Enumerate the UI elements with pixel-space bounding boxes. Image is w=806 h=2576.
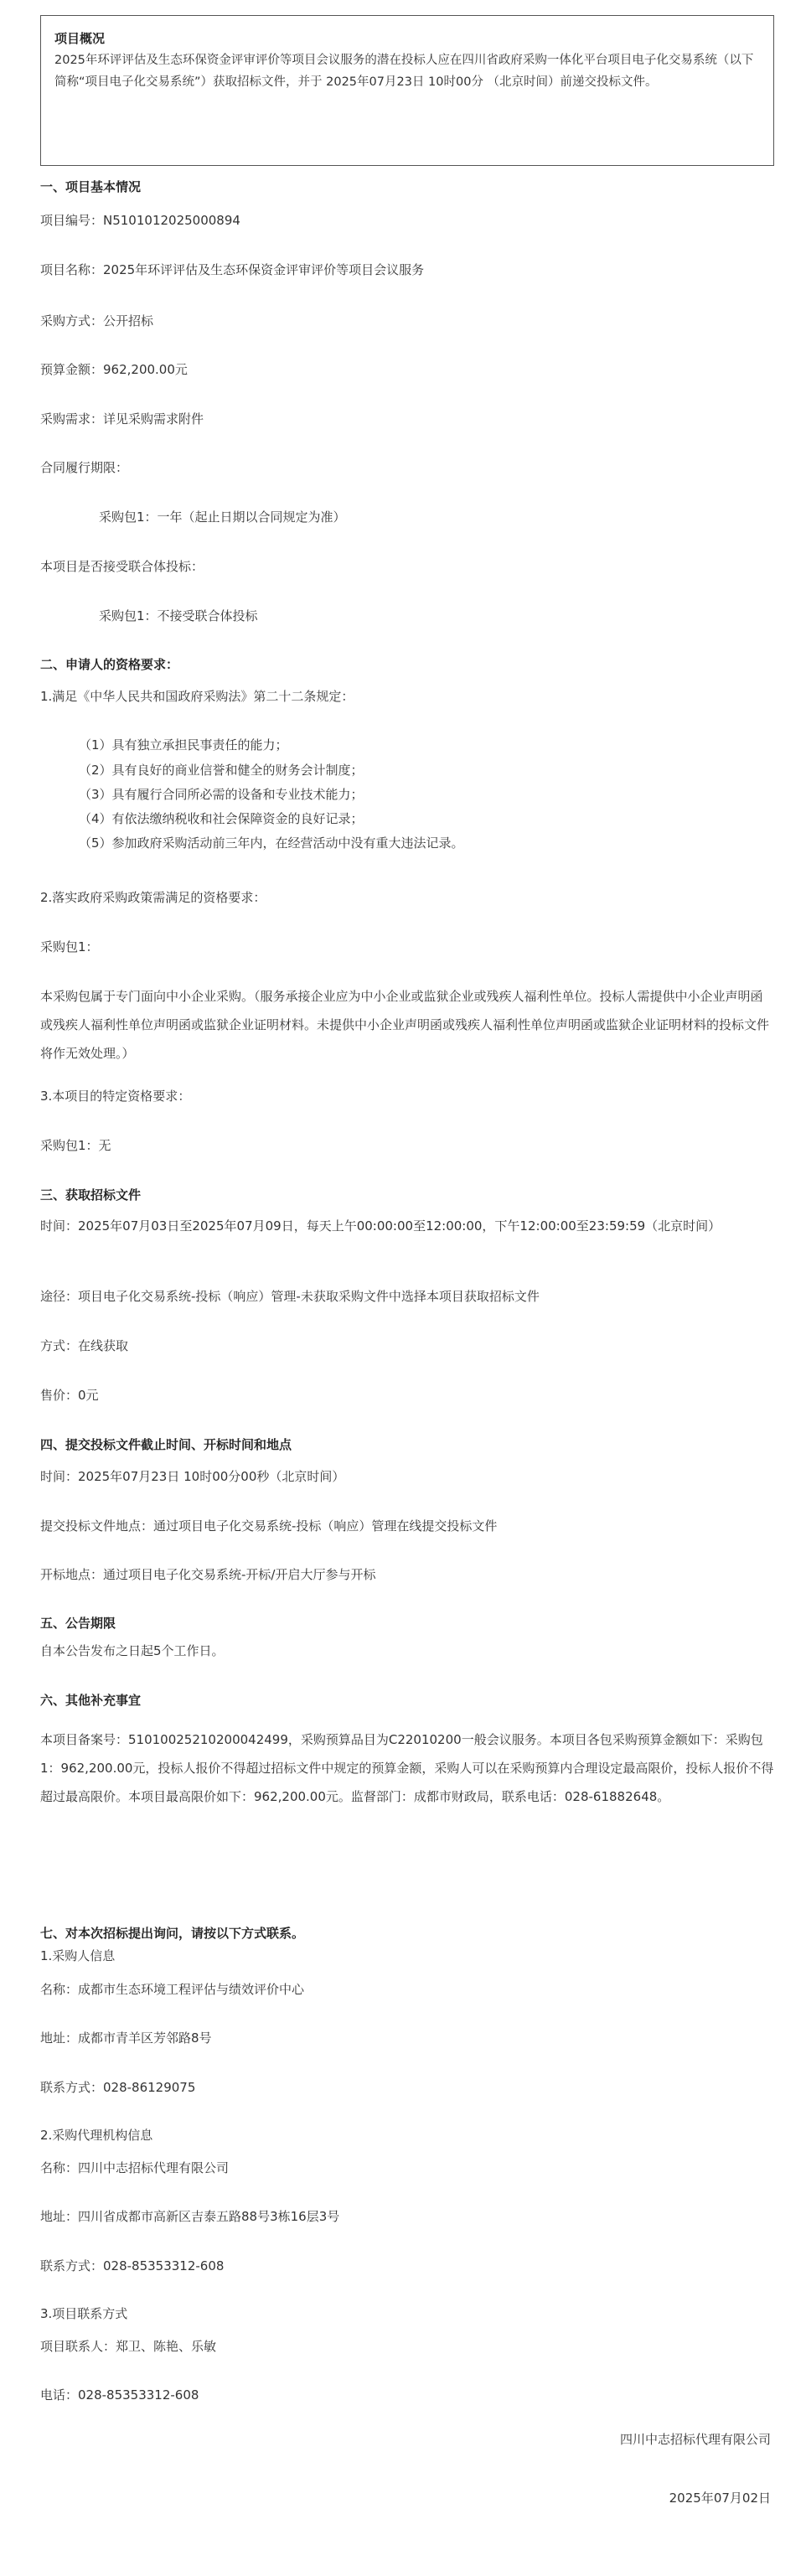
footer-organization: 四川中志招标代理有限公司 [619,2432,771,2447]
requirement-item: （1）具有独立承担民事责任的能力； [79,737,288,753]
procurement-method: 采购方式：公开招标 [40,313,154,328]
obtain-time: 时间：2025年07月03日至2025年07月09日，每天上午00:00:00至12:00:00，下午12:00:00至23:59:59（北京时间） [40,1218,721,1234]
obtain-way: 途径：项目电子化交易系统-投标（响应）管理-未获取采购文件中选择本项目获取招标文件 [40,1289,540,1304]
document-price: 售价：0元 [40,1388,99,1403]
buyer-info-label: 1.采购人信息 [40,1948,116,1963]
submit-location: 提交投标文件地点：通过项目电子化交易系统-投标（响应）管理在线提交投标文件 [40,1518,498,1534]
requirement-item: （4）有依法缴纳税收和社会保障资金的良好记录； [79,811,364,826]
contact-phone: 电话：028-85353312-608 [40,2387,199,2403]
project-name: 项目名称：2025年环评评估及生态环保资金评审评价等项目会议服务 [40,262,425,277]
requirement-2-text: 本采购包属于专门面向中小企业采购。（服务承接企业应为中小企业或监狱企业或残疾人福利性单位。投标人需提供中小企业声明函或残疾人福利性单位声明函或监狱企业证明材料。未提供中小企业声明函或残疾人福利性单位声明函或监狱企业证明材料的投标文件将作无效处理。） [40,989,770,1061]
opening-location: 开标地点：通过项目电子化交易系统-开标/开启大厅参与开标 [40,1567,376,1582]
budget-amount: 预算金额：962,200.00元 [40,362,188,377]
supplementary-text: 本项目备案号：51010025210200042499，采购预算品目为C22010200一般会议服务。本项目各包采购预算金额如下：采购包1：962,200.00元，投标人报价不得超过招标文件中规定的预算金额，采购人可以在采购预算内合理设定最高限价，投标人报价不得超过最高限价。本项目最高限价如下：962,200.00元。监督部门：成都市财政局，联系电话：028-61882648。 [40,1732,774,1804]
requirement-1: 1.满足《中华人民共和国政府采购法》第二十二条规定： [40,689,354,704]
consortium-label: 本项目是否接受联合体投标： [40,559,204,574]
requirement-3: 3.本项目的特定资格要求： [40,1089,191,1104]
requirement-2: 2.落实政府采购政策需满足的资格要求： [40,890,266,905]
consortium-package: 采购包1：不接受联合体投标 [99,608,258,623]
requirement-2-package: 采购包1： [40,939,99,954]
section6-title: 六、其他补充事宜 [40,1693,142,1708]
project-number: 项目编号：N5101012025000894 [40,213,240,228]
requirement-3-package: 采购包1：无 [40,1138,111,1153]
footer-date: 2025年07月02日 [669,2491,771,2506]
section1-title: 一、项目基本情况 [40,179,142,194]
contract-period-package: 采购包1：一年（起止日期以合同规定为准） [99,510,346,525]
contact-people: 项目联系人：郑卫、陈艳、乐敏 [40,2339,217,2354]
section7-title: 七、对本次招标提出询问，请按以下方式联系。 [40,1926,305,1941]
buyer-name: 名称：成都市生态环境工程评估与绩效评价中心 [40,1982,305,1997]
notice-period: 自本公告发布之日起5个工作日。 [40,1643,225,1658]
requirement-item: （3）具有履行合同所必需的设备和专业技术能力； [79,787,364,802]
overview-body: 2025年环评评估及生态环保资金评审评价等项目会议服务的潜在投标人应在四川省政府采购一体化平台项目电子化交易系统（以下简称“项目电子化交易系统”）获取招标文件，并于 2025年07月23日 10时00分 （北京时间）前递交投标文件。 [54,54,754,89]
section5-title: 五、公告期限 [40,1616,116,1631]
section3-title: 三、获取招标文件 [40,1187,142,1203]
deadline-time: 时间：2025年07月23日 10时00分00秒（北京时间） [40,1469,345,1484]
contract-period-label: 合同履行期限： [40,460,129,475]
buyer-phone: 联系方式：028-86129075 [40,2080,196,2095]
buyer-address: 地址：成都市青羊区芳邻路8号 [40,2030,212,2046]
contact-info-label: 3.项目联系方式 [40,2306,128,2321]
agent-phone: 联系方式：028-85353312-608 [40,2258,225,2273]
requirement-item: （2）具有良好的商业信誉和健全的财务会计制度； [79,763,364,778]
procurement-demand: 采购需求：详见采购需求附件 [40,411,204,427]
agent-address: 地址：四川省成都市高新区吉泰五路88号3栋16层3号 [40,2209,340,2224]
overview-title: 项目概况 [54,31,106,46]
section4-title: 四、提交投标文件截止时间、开标时间和地点 [40,1437,292,1452]
project-overview-box [40,15,774,166]
requirement-item: （5）参加政府采购活动前三年内，在经营活动中没有重大违法记录。 [79,835,464,851]
obtain-mode: 方式：在线获取 [40,1338,129,1353]
agent-info-label: 2.采购代理机构信息 [40,2128,153,2143]
agent-name: 名称：四川中志招标代理有限公司 [40,2160,230,2175]
section2-title: 二、申请人的资格要求： [40,657,179,672]
